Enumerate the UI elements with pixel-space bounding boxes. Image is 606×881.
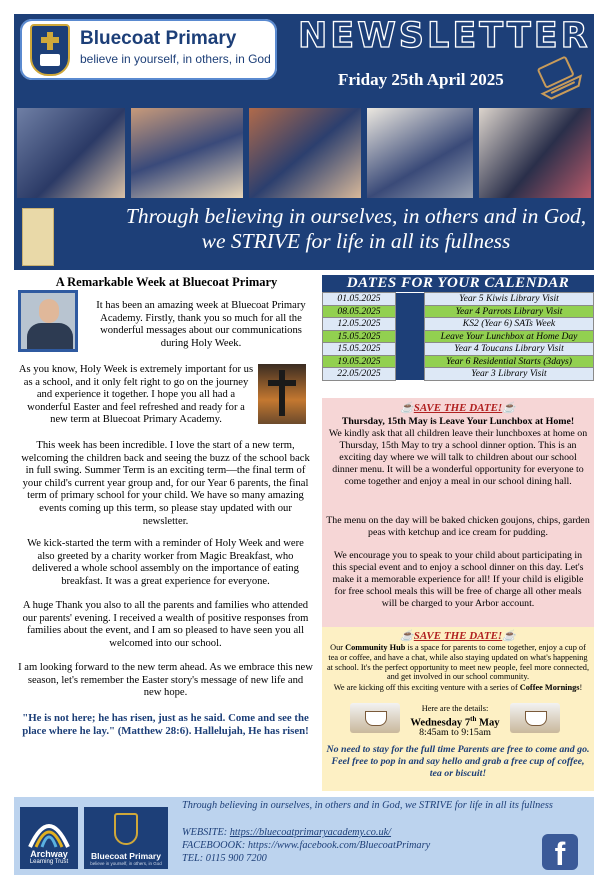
calendar-spacer	[396, 355, 425, 368]
calendar-date: 12.05.2025	[323, 318, 396, 331]
coffee-mornings-paragraph: We are kicking off this exciting venture with a series of Coffee Mornings!	[333, 683, 583, 692]
cross-image	[258, 364, 306, 424]
archway-arch-icon	[20, 811, 78, 851]
coffee-morning-time: 8:45am to 9:15am	[419, 727, 491, 738]
calendar-date: 22.05/2025	[323, 368, 396, 381]
laptop-icon	[532, 55, 588, 103]
headteacher-photo	[18, 290, 78, 352]
footer-school-name: Bluecoat Primary	[91, 851, 161, 861]
calendar-title: DATES FOR YOUR CALENDAR	[322, 275, 594, 292]
calendar-spacer	[396, 330, 425, 343]
school-photo	[479, 108, 591, 198]
calendar-event: KS2 (Year 6) SATs Week	[425, 318, 594, 331]
calendar-table	[322, 292, 594, 381]
calendar-date: 15.05.2025	[323, 343, 396, 356]
school-photo	[131, 108, 243, 198]
community-hub-paragraph: Our Community Hub is a space for parents to come together, enjoy a cup of tea or coffee, and have a chat, while also staying updated on what's happening at school. It's the perfect opportunity to meet new people, feel more connected, and get involved in our school community.	[326, 643, 590, 682]
lunch-menu-paragraph: The menu on the day will be baked chicken goujons, chips, garden peas with ketchup and ice cream for pudding.	[326, 515, 590, 538]
calendar-date: 19.05.2025	[323, 355, 396, 368]
save-the-date-heading: ☕SAVE THE DATE!☕	[400, 402, 516, 414]
school-motto: believe in yourself, in others, in God	[80, 52, 271, 66]
article-paragraph: As you know, Holy Week is extremely important for us as a school, and it only felt right to go on the journey and experience it together. I hope you all had a wonderful Easter and feel refreshed and ready for a new term at Bluecoat Primary Academy.	[18, 364, 254, 426]
calendar-date: 15.05.2025	[323, 330, 396, 343]
details-label: Here are the details:	[421, 704, 489, 713]
calendar-row	[323, 305, 594, 318]
bluecoat-footer-logo	[84, 807, 168, 869]
lunch-paragraph: We kindly ask that all children leave their lunchboxes at home on Thursday, 15th May to try a school dinner option. This is an exciting day where we will talk to children about our school dinner menu. It will be a wonderful opportunity for everyone to come together and enjoy a meal in our school dining hall.	[328, 428, 588, 487]
footer-motto: believe in yourself, in others, in God	[90, 861, 162, 866]
archway-trust-logo	[20, 807, 78, 869]
article-paragraph: It has been an amazing week at Bluecoat Primary Academy. Firstly, thank you so much for all the wonderful messages about our communications during Holy Week.	[96, 300, 306, 349]
calendar-row	[323, 355, 594, 368]
calendar-spacer	[396, 305, 425, 318]
calendar-spacer	[396, 368, 425, 381]
school-crest-icon	[114, 813, 138, 845]
calendar-event: Year 4 Toucans Library Visit	[425, 343, 594, 356]
calendar-event: Leave Your Lunchbox at Home Day	[425, 330, 594, 343]
lunch-paragraph: We encourage you to speak to your child about participating in this special event and to enjoy a school dinner on this day. Let's make it a memorable experience for all! If your child is eligible for free school meals this will be free of charge all other meals will be charged to your Arbor account.	[332, 550, 584, 609]
save-the-date-heading: ☕SAVE THE DATE!☕	[400, 630, 516, 642]
article-title: A Remarkable Week at Bluecoat Primary	[55, 275, 278, 289]
scripture-quote: "He is not here; he has risen, just as he said. Come and see the place where he lay." (Matthew 28:6). Hallelujah, He has risen!	[22, 712, 309, 737]
school-photo	[249, 108, 361, 198]
footer-tagline: Through believing in ourselves, in others and in God, we STRIVE for life in all its fullness	[182, 800, 553, 811]
calendar-spacer	[396, 318, 425, 331]
article-paragraph: We kick-started the term with a reminder of Holy Week and were also greeted by a charity worker from Magic Breakfast, who delivered a whole school assembly on the importance of eating breakfast. It was a great experience for everyone.	[27, 538, 304, 587]
trust-subtitle: Learning Trust	[29, 859, 69, 865]
calendar-event: Year 4 Parrots Library Visit	[425, 305, 594, 318]
calendar-event: Year 5 Kiwis Library Visit	[425, 293, 594, 306]
coffee-cup-icon: ☕	[502, 402, 516, 414]
article-paragraph: I am looking forward to the new term ahead. As we embrace this new season, let's remember the Easter story's message of new life and new hope.	[18, 662, 313, 699]
school-photo	[367, 108, 473, 198]
coffee-morning-date: Wednesday 7th May	[410, 715, 500, 729]
newsletter-title: NEWSLETTER	[298, 16, 591, 56]
facebook-icon[interactable]: f	[542, 834, 578, 870]
coffee-cup-icon: ☕	[400, 630, 414, 642]
calendar-date: 08.05.2025	[323, 305, 396, 318]
calendar-row	[323, 330, 594, 343]
strive-hand-graphic	[22, 208, 54, 266]
calendar-event: Year 3 Library Visit	[425, 368, 594, 381]
footer-website: WEBSITE: https://bluecoatprimaryacademy.co.uk/	[182, 827, 392, 838]
coffee-cup-icon: ☕	[400, 402, 414, 414]
newsletter-date: Friday 25th April 2025	[338, 70, 504, 89]
footer-facebook: FACEBOOOK: https://www.facebook.com/BluecoatPrimary	[182, 840, 431, 851]
website-link[interactable]: https://bluecoatprimaryacademy.co.uk/	[229, 827, 392, 838]
school-crest-icon	[30, 24, 70, 76]
calendar-row	[323, 318, 594, 331]
trust-name: Archway	[30, 849, 68, 859]
coffee-cup-icon: ☕	[502, 630, 516, 642]
lunch-day-headline: Thursday, 15th May is Leave Your Lunchbox at Home!	[341, 416, 575, 427]
calendar-row	[323, 293, 594, 306]
coffee-morning-closing: No need to stay for the full time Parents are free to come and go. Feel free to pop in and say hello and grab a free cup of coffee, tea or biscuit!	[326, 744, 590, 779]
calendar-event: Year 6 Residential Starts (3days)	[425, 355, 594, 368]
footer-telephone: TEL: 0115 900 7200	[182, 853, 267, 864]
calendar-spacer	[396, 293, 425, 306]
banner-statement: Through believing in ourselves, in others and in God, we STRIVE for life in all its fullness	[125, 204, 587, 253]
calendar-spacer	[396, 343, 425, 356]
coffee-cup-image	[510, 703, 560, 733]
calendar-row	[323, 368, 594, 381]
calendar-date: 01.05.2025	[323, 293, 396, 306]
calendar-row	[323, 343, 594, 356]
school-name: Bluecoat Primary	[80, 28, 237, 49]
coffee-cup-image	[350, 703, 400, 733]
school-photo	[17, 108, 125, 198]
article-paragraph: This week has been incredible. I love the start of a new term, welcoming the children back and seeing the buzz of the school back in full swing. Summer Term is an exciting term—the final term of your child's current year group and, for our Year 6 parents, the final term of primary school for your child. We have so many amazing events coming up this term, so please stay updated with our newsletter.	[21, 440, 310, 527]
article-paragraph: A huge Thank you also to all the parents and families who attended our parents' evening. I received a wealth of positive responses from families about the event, and I am so pleased to have seen you all welcomed into our school.	[22, 600, 309, 649]
